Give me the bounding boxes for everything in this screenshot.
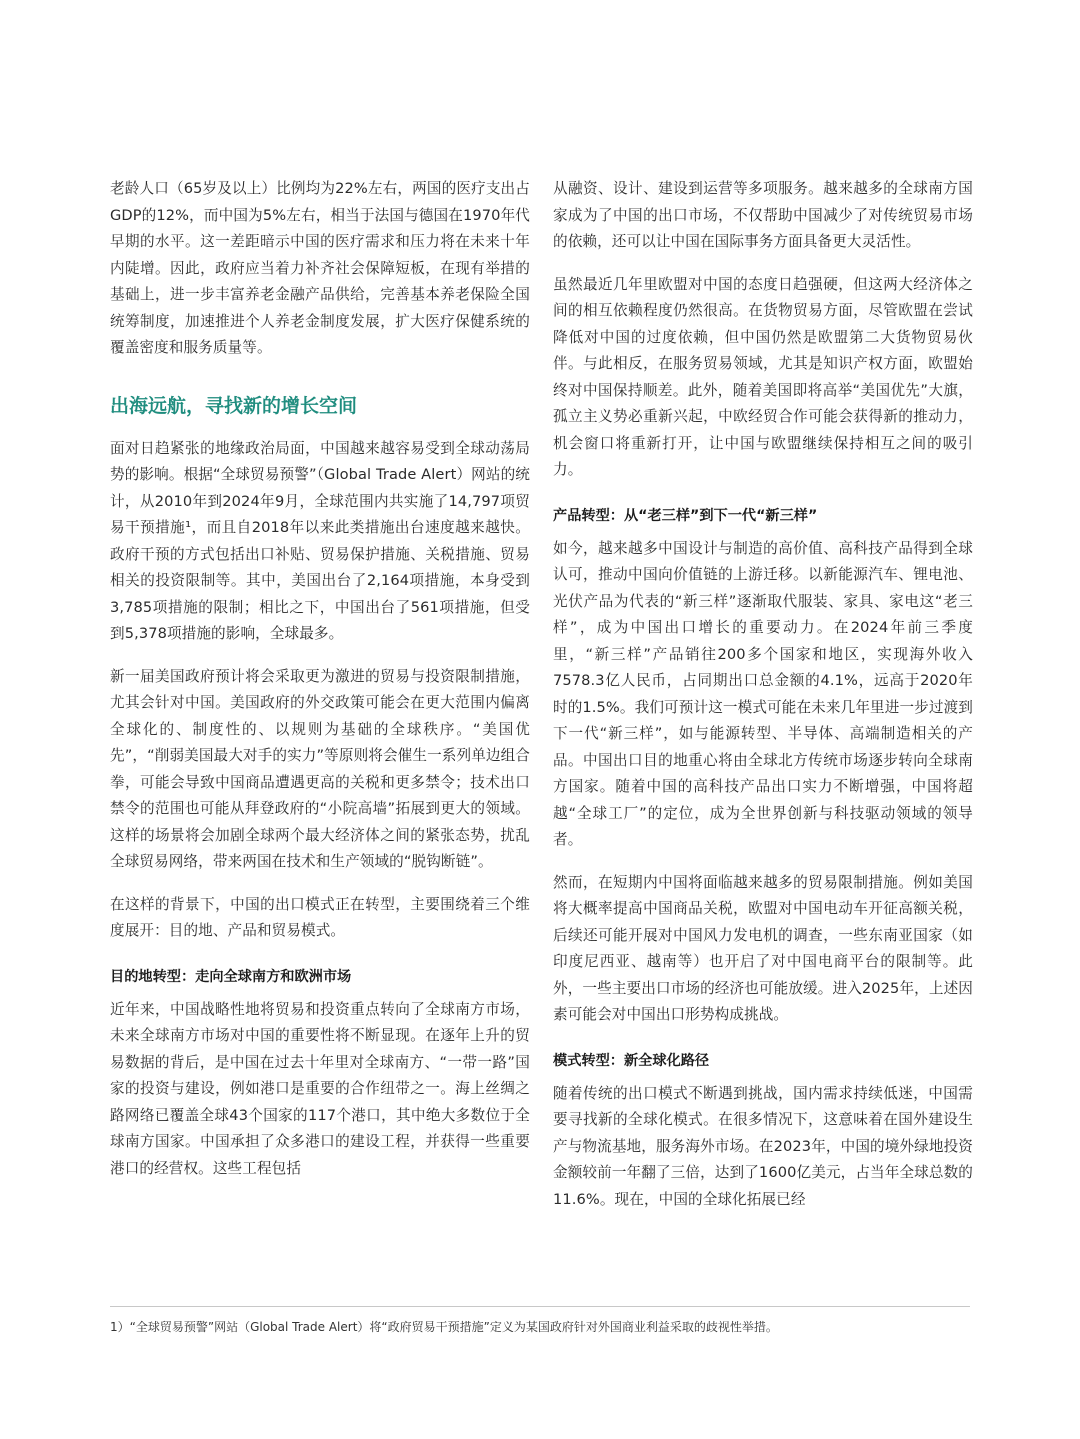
body-paragraph: 然而，在短期内中国将面临越来越多的贸易限制措施。例如美国将大概率提高中国商品关税，欧盟对中国电动车开征高额关税，后续还可能开展对中国风力发电机的调查，一些东南亚国家（如印度尼西亚、越南等）也开启了对中国电商平台的限制等。此外，一些主要出口市场的经济也可能放缓。进入2025年，上述因素可能会对中国出口形势构成挑战。 bbox=[553, 873, 973, 1023]
section-heading: 出海远航，寻找新的增长空间 bbox=[110, 394, 358, 417]
body-paragraph: 面对日趋紧张的地缘政治局面，中国越来越容易受到全球动荡局势的影响。根据“全球贸易预警”（Global Trade Alert）网站的统计，从2010年到2024年9月，全球范围内共实施了14,797项贸易干预措施¹，而且自2018年以来此类措施出台速度越来越快。政府干预的方式包括出口补贴、贸易保护措施、关税措施、贸易相关的投资限制等。其中，美国出台了2,164项措施，本身受到3,785项措施的限制；相比之下，中国出台了561项措施，但受到5,378项措施的影响，全球最多。 bbox=[110, 439, 530, 642]
body-paragraph: 近年来，中国战略性地将贸易和投资重点转向了全球南方市场，未来全球南方市场对中国的重要性将不断显现。在逐年上升的贸易数据的背后，是中国在过去十年里对全球南方、“一带一路”国家的投资与建设，例如港口是重要的合作纽带之一。海上丝绸之路网络已覆盖全球43个国家的117个港口，其中绝大多数位于全球南方国家。中国承担了众多港口的建设工程，并获得一些重要港口的经营权。这些工程包括 bbox=[110, 1000, 530, 1177]
body-paragraph: 从融资、设计、建设到运营等多项服务。越来越多的全球南方国家成为了中国的出口市场，不仅帮助中国减少了对传统贸易市场的依赖，还可以让中国在国际事务方面具备更大灵活性。 bbox=[553, 180, 973, 250]
right-column bbox=[553, 176, 973, 1213]
footnote-divider bbox=[110, 1306, 970, 1307]
left-column bbox=[110, 176, 530, 1182]
body-paragraph: 在这样的背景下，中国的出口模式正在转型，主要围绕着三个维度展开：目的地、产品和贸易模式。 bbox=[110, 895, 530, 939]
subsection-heading: 模式转型：新全球化路径 bbox=[553, 1052, 710, 1069]
footnote: 1）“全球贸易预警”网站（Global Trade Alert）将“政府贸易干预措施”定义为某国政府针对外国商业利益采取的歧视性举措。 bbox=[110, 1320, 778, 1334]
body-paragraph: 随着传统的出口模式不断遇到挑战，国内需求持续低迷，中国需要寻找新的全球化模式。在很多情况下，这意味着在国外建设生产与物流基地，服务海外市场。在2023年，中国的境外绿地投资金额较前一年翻了三倍，达到了1600亿美元，占当年全球总数的11.6%。现在，中国的全球化拓展已经 bbox=[553, 1084, 973, 1208]
body-paragraph: 如今，越来越多中国设计与制造的高价值、高科技产品得到全球认可，推动中国向价值链的上游迁移。以新能源汽车、锂电池、光伏产品为代表的“新三样”逐渐取代服装、家具、家电这“老三样”，成为中国出口增长的重要动力。在2024年前三季度里，“新三样”产品销往200多个国家和地区，实现海外收入7578.3亿人民币，占同期出口总金额的4.1%，远高于2020年时的1.5%。我们可预计这一模式可能在未来几年里进一步过渡到下一代“新三样”，如与能源转型、半导体、高端制造相关的产品。中国出口目的地重心将由全球北方传统市场逐步转向全球南方国家。随着中国的高科技产品出口实力不断增强，中国将超越“全球工厂”的定位，成为全世界创新与科技驱动领域的领导者。 bbox=[553, 539, 973, 848]
subsection-heading: 目的地转型：走向全球南方和欧洲市场 bbox=[110, 968, 352, 985]
body-paragraph: 新一届美国政府预计将会采取更为激进的贸易与投资限制措施，尤其会针对中国。美国政府的外交政策可能会在更大范围内偏离全球化的、制度性的、以规则为基础的全球秩序。“美国优先”，“削弱美国最大对手的实力”等原则将会催生一系列单边组合拳，可能会导致中国商品遭遇更高的关税和更多禁令；技术出口禁令的范围也可能从拜登政府的“小院高墙”拓展到更大的领域。这样的场景将会加剧全球两个最大经济体之间的紧张态势，扰乱全球贸易网络，带来两国在技术和生产领域的“脱钩断链”。 bbox=[110, 667, 530, 870]
subsection-heading: 产品转型：从“老三样”到下一代“新三样” bbox=[553, 507, 818, 524]
body-paragraph: 虽然最近几年里欧盟对中国的态度日趋强硬，但这两大经济体之间的相互依赖程度仍然很高。在货物贸易方面，尽管欧盟在尝试降低对中国的过度依赖，但中国仍然是欧盟第二大货物贸易伙伴。与此相反，在服务贸易领域，尤其是知识产权方面，欧盟始终对中国保持顺差。此外，随着美国即将高举“美国优先”大旗，孤立主义势必重新兴起，中欧经贸合作可能会获得新的推动力，机会窗口将重新打开，让中国与欧盟继续保持相互之间的吸引力。 bbox=[553, 275, 973, 478]
body-paragraph: 老龄人口（65岁及以上）比例均为22%左右，两国的医疗支出占GDP的12%，而中国为5%左右，相当于法国与德国在1970年代早期的水平。这一差距暗示中国的医疗需求和压力将在未来十年内陡增。因此，政府应当着力补齐社会保障短板，在现有举措的基础上，进一步丰富养老金融产品供给，完善基本养老保险全国统筹制度，加速推进个人养老金制度发展，扩大医疗保健系统的覆盖密度和服务质量等。 bbox=[110, 180, 530, 356]
